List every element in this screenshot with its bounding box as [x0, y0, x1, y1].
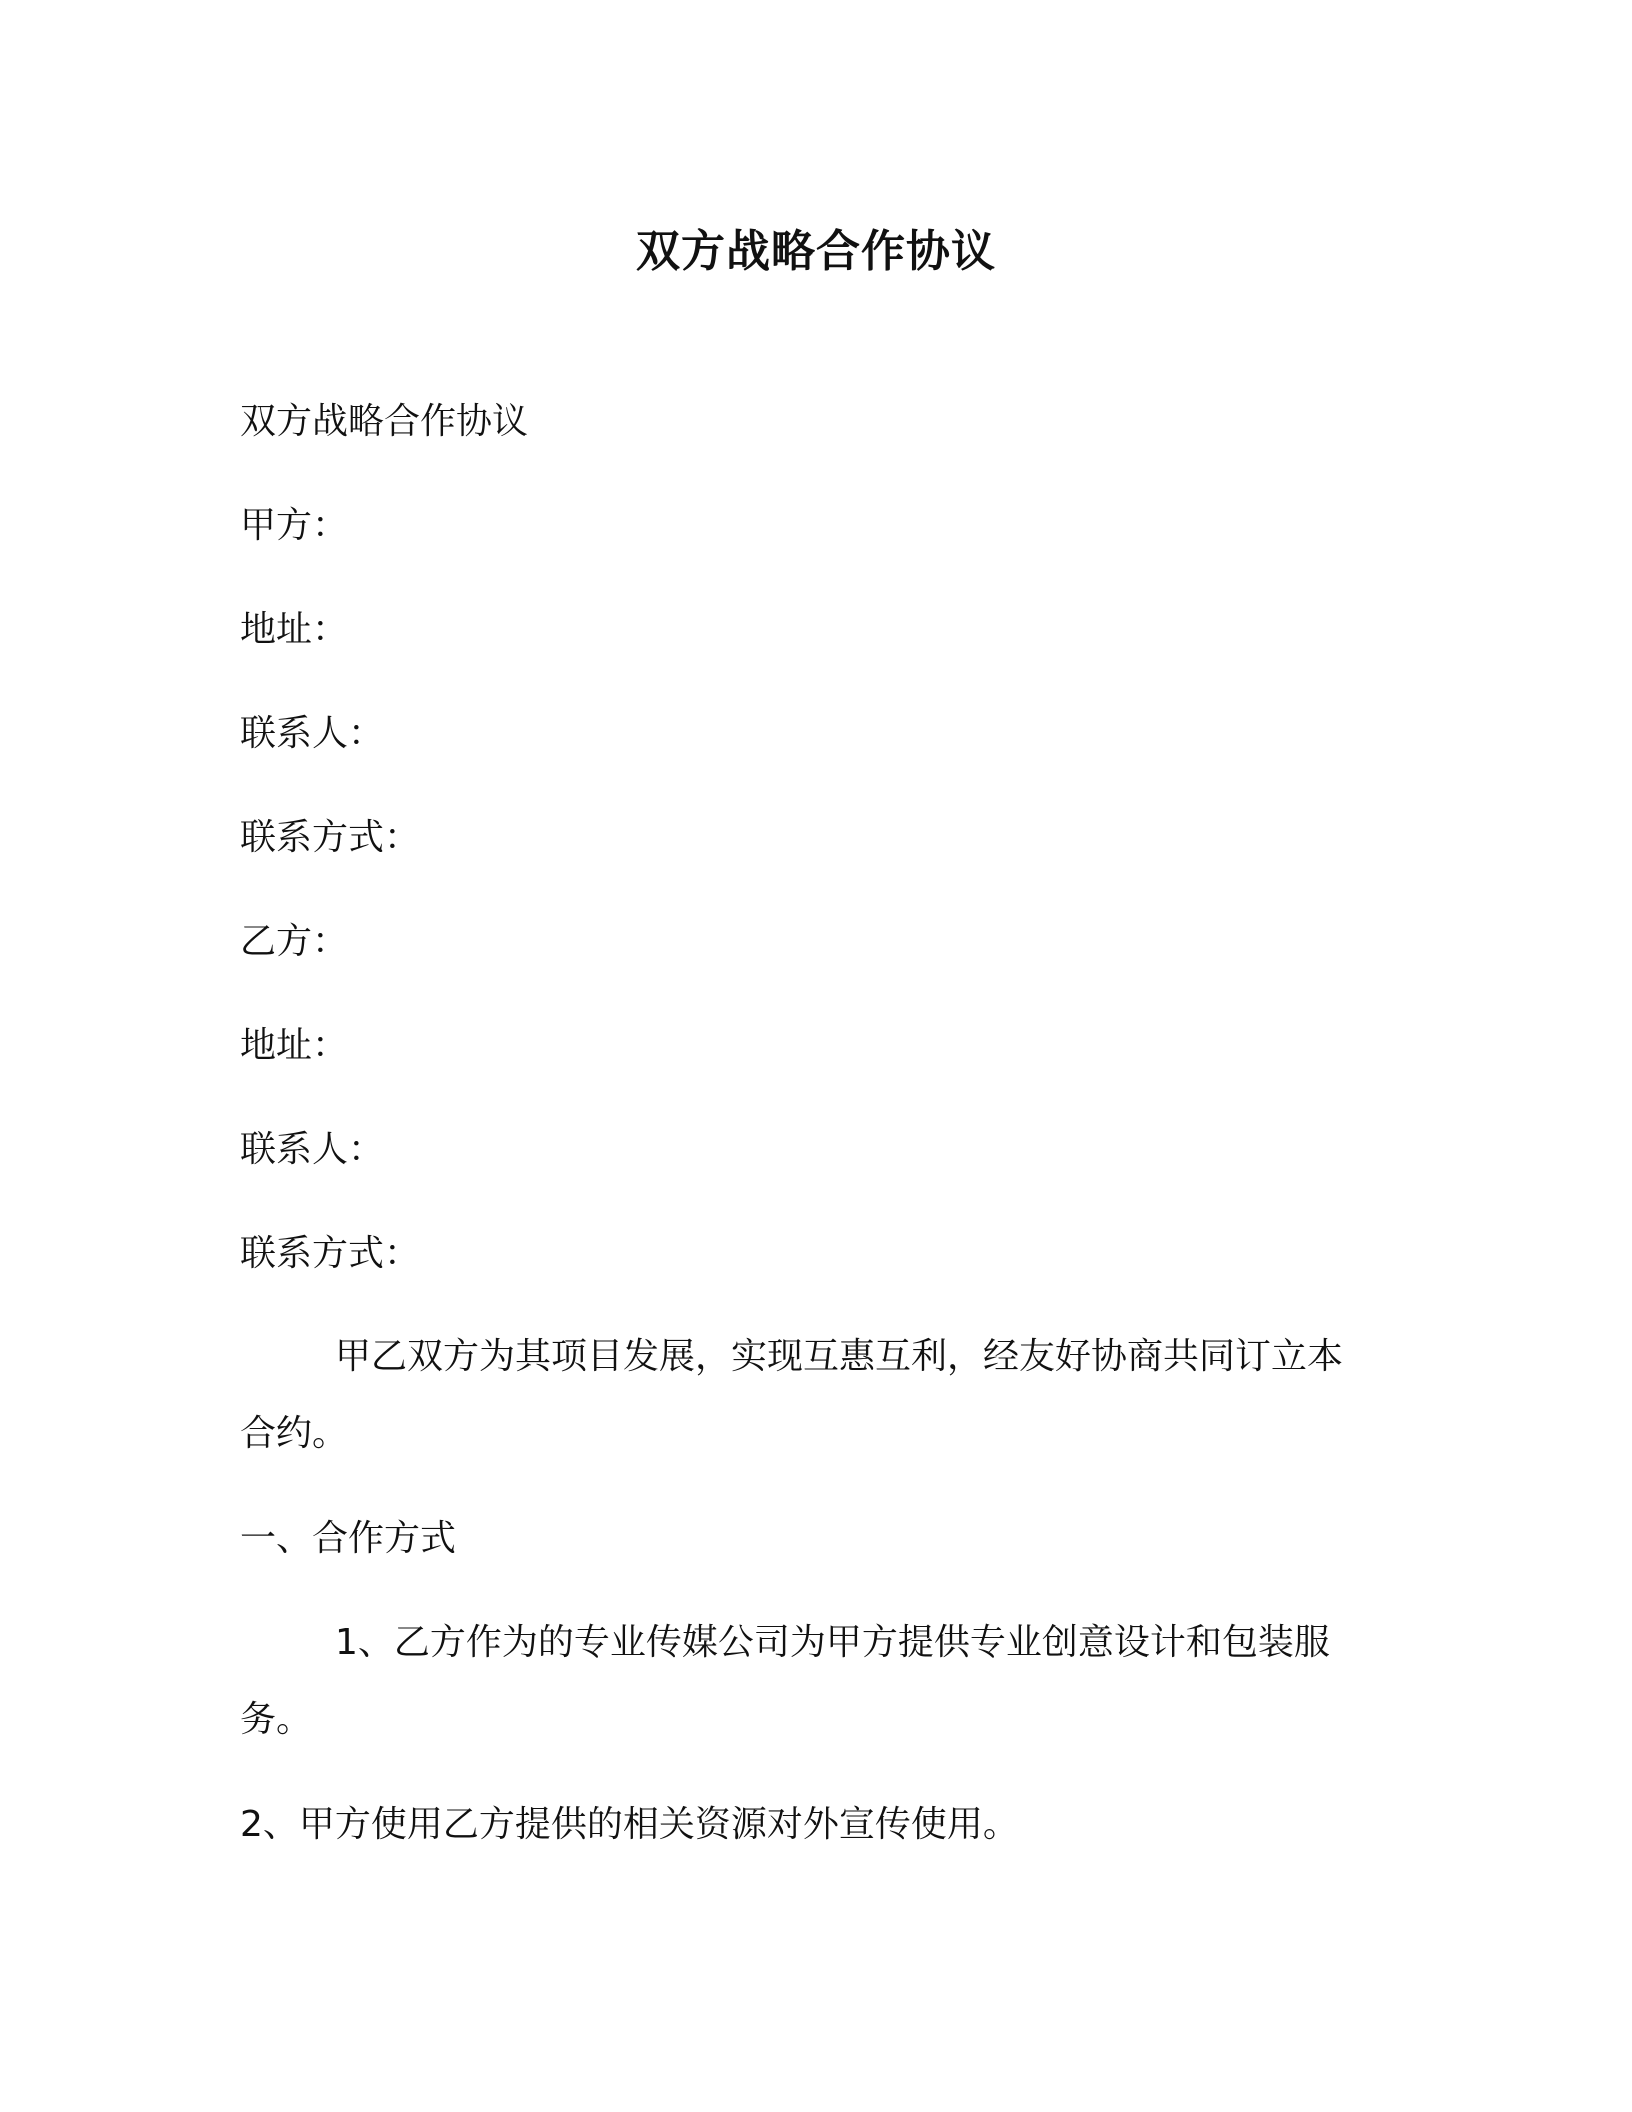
clause-1-paragraph	[240, 1604, 1406, 1758]
agreement-subtitle: 双方战略合作协议	[240, 401, 529, 442]
document-title: 双方战略合作协议	[636, 226, 996, 277]
section-heading-cooperation-method: 一、合作方式	[240, 1518, 457, 1559]
party-a-contact-person-label: 联系人：	[240, 713, 385, 754]
clause-1-line-2: 务。	[240, 1699, 313, 1740]
party-b-label: 乙方：	[240, 921, 349, 962]
party-b-address-label: 地址：	[240, 1025, 349, 1066]
purpose-paragraph-line-2: 合约。	[240, 1413, 349, 1454]
clause-1-line-1: 1、乙方作为的专业传媒公司为甲方提供专业创意设计和包装服	[335, 1622, 1330, 1663]
clause-2-paragraph: 2、甲方使用乙方提供的相关资源对外宣传使用。	[240, 1804, 1019, 1845]
party-b-contact-person-label: 联系人：	[240, 1129, 385, 1170]
party-a-address-label: 地址：	[240, 609, 349, 650]
purpose-paragraph	[240, 1318, 1406, 1472]
party-b-contact-info-label: 联系方式：	[240, 1233, 421, 1274]
purpose-paragraph-line-1: 甲乙双方为其项目发展，实现互惠互利，经友好协商共同订立本	[335, 1336, 1344, 1377]
party-a-label: 甲方：	[240, 505, 349, 546]
party-a-contact-info-label: 联系方式：	[240, 817, 421, 858]
